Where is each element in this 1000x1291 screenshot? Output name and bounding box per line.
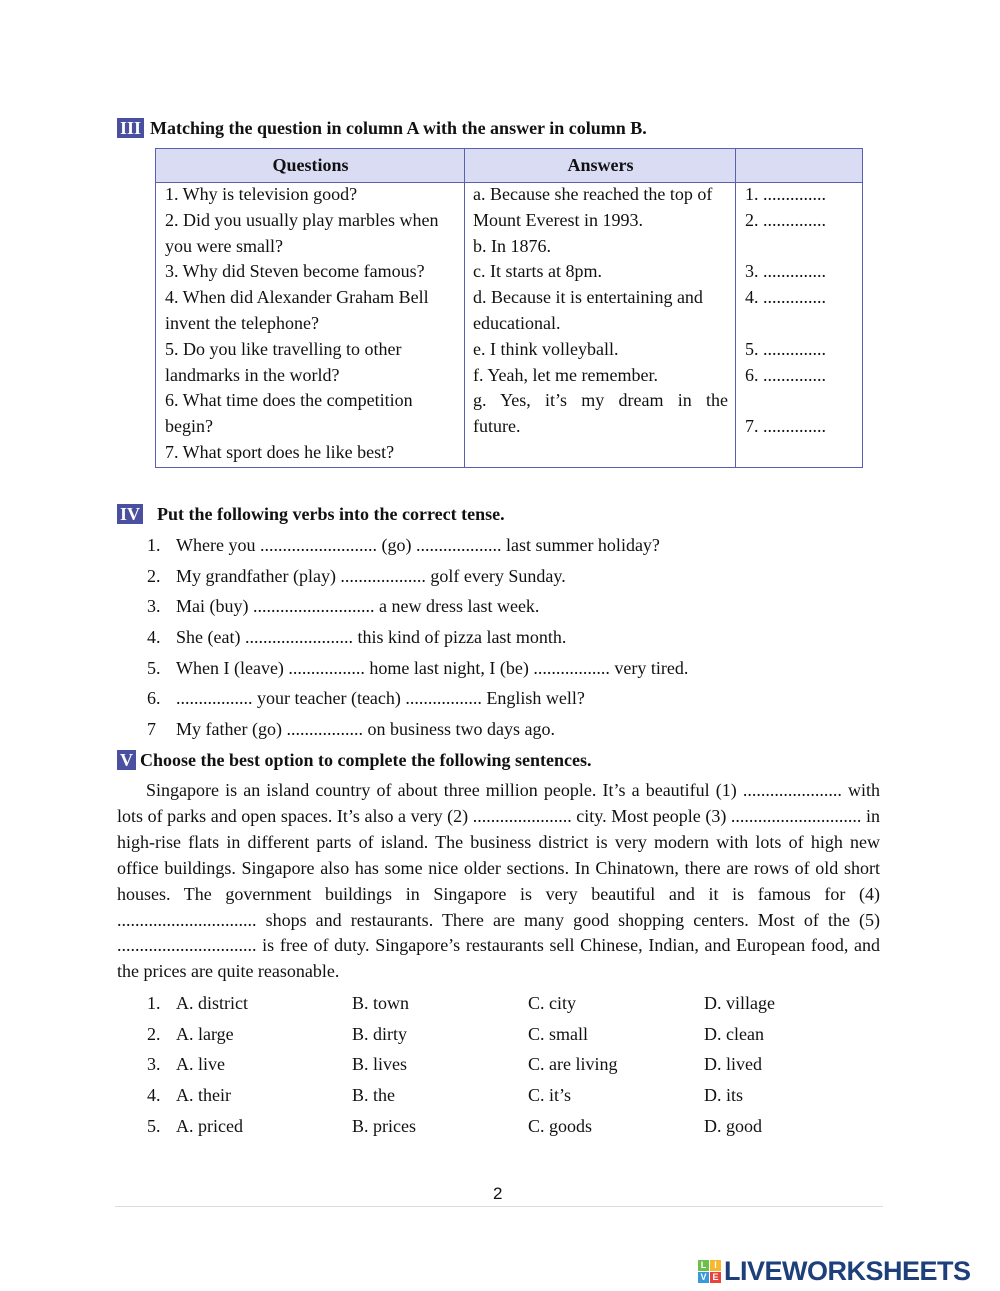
section-5-heading: [117, 750, 591, 771]
option-b[interactable]: B. the: [352, 1085, 395, 1106]
option-b[interactable]: B. prices: [352, 1115, 416, 1136]
questions-line: 7. What sport does he like best?: [165, 441, 395, 462]
questions-line: 1. Why is television good?: [165, 184, 358, 204]
item-text[interactable]: She (eat) ........................ this kind of pizza last month.: [176, 627, 567, 648]
option-a[interactable]: A. district: [176, 993, 248, 1013]
item-number: 3.: [147, 596, 161, 617]
answers-line: f. Yeah, let me remember.: [473, 364, 658, 385]
footer-divider: [115, 1206, 883, 1207]
answers-line: [473, 440, 728, 466]
header-answers: Answers: [465, 149, 736, 183]
option-number: 5.: [147, 1115, 161, 1136]
questions-line: landmarks in the world?: [165, 364, 340, 385]
item-number: 4.: [147, 627, 161, 648]
option-a[interactable]: A. large: [176, 1023, 234, 1044]
item-text[interactable]: My grandfather (play) ................... golf every Sunday.: [176, 565, 566, 586]
option-number: 4.: [147, 1085, 161, 1106]
answers-line: b. In 1876.: [473, 235, 551, 256]
questions-line: 2. Did you usually play marbles when: [165, 209, 439, 230]
questions-line: you were small?: [165, 235, 283, 256]
section-5-title: Choose the best option to complete the following sentences.: [140, 750, 592, 770]
item-number: 7: [147, 719, 156, 740]
option-c[interactable]: C. city: [528, 993, 576, 1013]
option-c[interactable]: C. goods: [528, 1115, 593, 1136]
reading-passage: Singapore is an island country of about three million people. It’s a beautiful (1) ...................... with lots of parks and open spaces. It’s also a very (2) ...................... city. Most people (3) ............................. in high-rise flats in different parts of island. The business district is very modern with lots of high new office buildings. Singapore also has some nice older sections. In Chinatown, there are rows of old short houses. The government buildings in Singapore is very beautiful and it is famous for (4) ............................... shops and restaurants. There are many good shopping centers. Most of the (5) ............................... is free of duty. Singapore’s restaurants sell Chinese, Indian, and European food, and the prices are quite reasonable.: [117, 780, 880, 982]
blanks-line[interactable]: 4. ..............: [745, 287, 826, 308]
blanks-line[interactable]: 1. ..............: [745, 184, 826, 204]
header-questions: Questions: [156, 149, 465, 183]
option-d[interactable]: D. its: [704, 1085, 744, 1106]
matching-table: [155, 148, 863, 468]
answer-blanks-column[interactable]: [745, 182, 855, 466]
item-text[interactable]: Where you .......................... (go) ................... last summer holiday?: [176, 535, 660, 555]
item-text[interactable]: ................. your teacher (teach) ................. English well?: [176, 688, 585, 709]
answers-line: educational.: [473, 312, 561, 333]
section-3-badge: III: [117, 118, 144, 138]
option-number: 1.: [147, 993, 161, 1013]
questions-line: invent the telephone?: [165, 312, 319, 333]
blanks-line[interactable]: [745, 388, 855, 414]
option-d[interactable]: D. lived: [704, 1054, 762, 1075]
option-d[interactable]: D. village: [704, 993, 775, 1013]
answers-line: Mount Everest in 1993.: [473, 209, 643, 230]
item-number: 2.: [147, 565, 161, 586]
option-b[interactable]: B. lives: [352, 1054, 408, 1075]
questions-line: 3. Why did Steven become famous?: [165, 261, 425, 282]
questions-line: begin?: [165, 416, 213, 437]
questions-line: 5. Do you like travelling to other: [165, 338, 402, 359]
item-number: 6.: [147, 688, 161, 709]
questions-line: 6. What time does the competition: [165, 390, 413, 411]
option-number: 2.: [147, 1023, 161, 1044]
blanks-line[interactable]: [745, 311, 855, 337]
answers-line: d. Because it is entertaining and: [473, 287, 703, 308]
answers-line: g. Yes, it’s my dream in the: [473, 390, 728, 411]
item-number: 5.: [147, 657, 161, 678]
option-a[interactable]: A. their: [176, 1085, 231, 1106]
section-4-title: Put the following verbs into the correct tense.: [157, 504, 505, 524]
option-d[interactable]: D. good: [704, 1115, 762, 1136]
option-a[interactable]: A. priced: [176, 1115, 243, 1136]
answers-line: c. It starts at 8pm.: [473, 261, 602, 282]
answers-line: future.: [473, 416, 521, 437]
blanks-line[interactable]: 3. ..............: [745, 261, 826, 282]
blanks-line[interactable]: [745, 234, 855, 260]
liveworksheets-logo: [698, 1256, 971, 1287]
section-5-badge: V: [117, 750, 136, 770]
blanks-line[interactable]: 2. ..............: [745, 209, 826, 230]
questions-column: [165, 182, 455, 466]
option-a[interactable]: A. live: [176, 1054, 225, 1075]
page-number: 2: [493, 1184, 503, 1203]
item-text[interactable]: Mai (buy) ........................... a new dress last week.: [176, 596, 540, 617]
blanks-line[interactable]: 5. ..............: [745, 338, 826, 359]
logo-tiles-icon: L I V E: [698, 1260, 721, 1283]
blanks-line[interactable]: 7. ..............: [745, 416, 826, 437]
header-blank: [736, 149, 862, 183]
option-number: 3.: [147, 1054, 161, 1075]
section-4-heading: [117, 504, 505, 525]
questions-line: 4. When did Alexander Graham Bell: [165, 287, 429, 308]
answers-line: e. I think volleyball.: [473, 338, 619, 359]
section-3-title: Matching the question in column A with the answer in column B.: [150, 118, 647, 138]
option-c[interactable]: C. it’s: [528, 1085, 572, 1106]
answers-column: [473, 182, 728, 466]
option-b[interactable]: B. dirty: [352, 1023, 408, 1044]
option-c[interactable]: C. small: [528, 1023, 589, 1044]
answers-line: a. Because she reached the top of: [473, 184, 713, 204]
section-3-heading: [117, 118, 647, 139]
section-4-badge: IV: [117, 504, 143, 524]
option-c[interactable]: C. are living: [528, 1054, 618, 1075]
option-d[interactable]: D. clean: [704, 1023, 764, 1044]
item-text[interactable]: When I (leave) ................. home last night, I (be) ................. very tired.: [176, 657, 689, 678]
option-b[interactable]: B. town: [352, 993, 410, 1013]
blanks-line[interactable]: 6. ..............: [745, 364, 826, 385]
item-text[interactable]: My father (go) ................. on business two days ago.: [176, 719, 555, 740]
item-number: 1.: [147, 535, 161, 555]
logo-text: LIVEWORKSHEETS: [724, 1256, 971, 1286]
blanks-line[interactable]: [745, 440, 855, 466]
